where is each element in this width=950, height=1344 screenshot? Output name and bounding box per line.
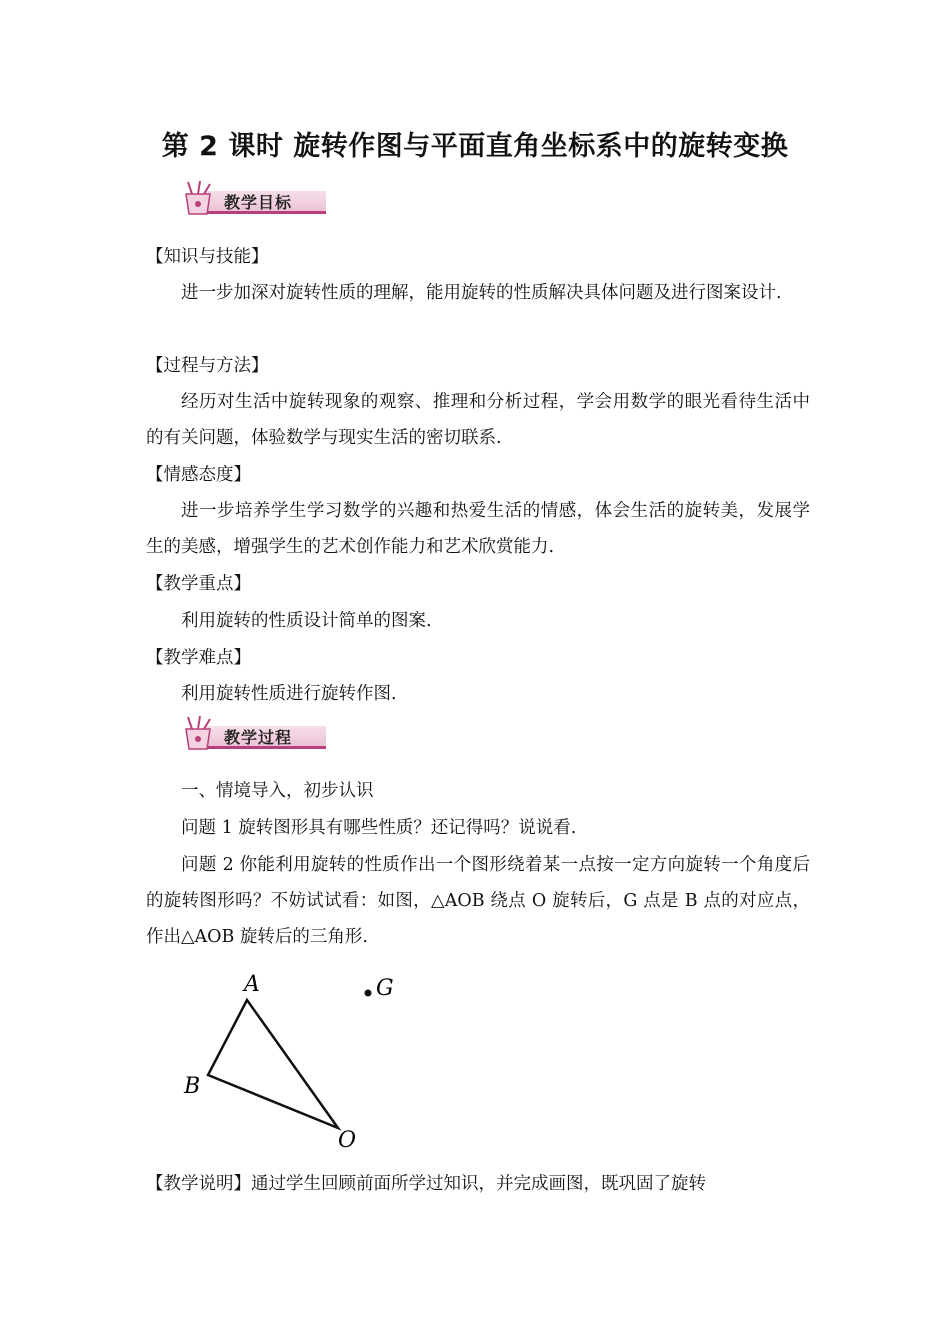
page-title: 第 2 课时 旋转作图与平面直角坐标系中的旋转变换 xyxy=(161,131,789,162)
attitude-text: 进一步培养学生学习数学的兴趣和热爱生活的情感，体会生活的旋转美，发展学生的美感，增强学生的艺术创作能力和艺术欣赏能力. xyxy=(146,501,810,557)
point-g xyxy=(365,990,372,997)
label-g: G xyxy=(376,976,394,1001)
objectives-banner-text: 教学目标 xyxy=(224,193,293,212)
process-heading: 【过程与方法】 xyxy=(146,356,269,376)
key-text: 利用旋转的性质设计简单的图案. xyxy=(181,611,432,631)
teaching-note: 【教学说明】通过学生回顾前面所学过知识，并完成画图，既巩固了旋转 xyxy=(146,1174,706,1194)
label-a: A xyxy=(244,972,260,997)
difficulty-heading: 【教学难点】 xyxy=(146,648,251,668)
difficulty-text: 利用旋转性质进行旋转作图. xyxy=(181,684,397,704)
triangle-figure xyxy=(170,965,410,1155)
process-banner-text: 教学过程 xyxy=(224,728,293,747)
pen-cup-icon xyxy=(180,715,220,753)
attitude-heading: 【情感态度】 xyxy=(146,465,251,485)
triangle-aob xyxy=(208,1000,338,1128)
label-b: B xyxy=(184,1074,201,1099)
process-text: 经历对生活中旋转现象的观察、推理和分析过程，学会用数学的眼光看待生活中的有关问题，体验数学与现实生活的密切联系. xyxy=(146,392,810,448)
question-2: 问题 2 你能利用旋转的性质作出一个图形绕着某一点按一定方向旋转一个角度后的旋转图形吗？不妨试试看：如图，△AOB 绕点 O 旋转后，G 点是 B 点的对应点，作出△AOB 旋转后的三角形. xyxy=(146,855,810,947)
process-banner xyxy=(180,715,328,753)
step1-heading: 一、情境导入，初步认识 xyxy=(181,781,374,801)
pen-cup-icon xyxy=(180,180,220,218)
knowledge-heading: 【知识与技能】 xyxy=(146,247,269,267)
key-heading: 【教学重点】 xyxy=(146,574,251,594)
question-1: 问题 1 旋转图形具有哪些性质？还记得吗？说说看. xyxy=(181,818,577,838)
label-o: O xyxy=(338,1128,357,1153)
knowledge-text: 进一步加深对旋转性质的理解，能用旋转的性质解决具体问题及进行图案设计. xyxy=(181,283,782,303)
objectives-banner xyxy=(180,180,328,218)
